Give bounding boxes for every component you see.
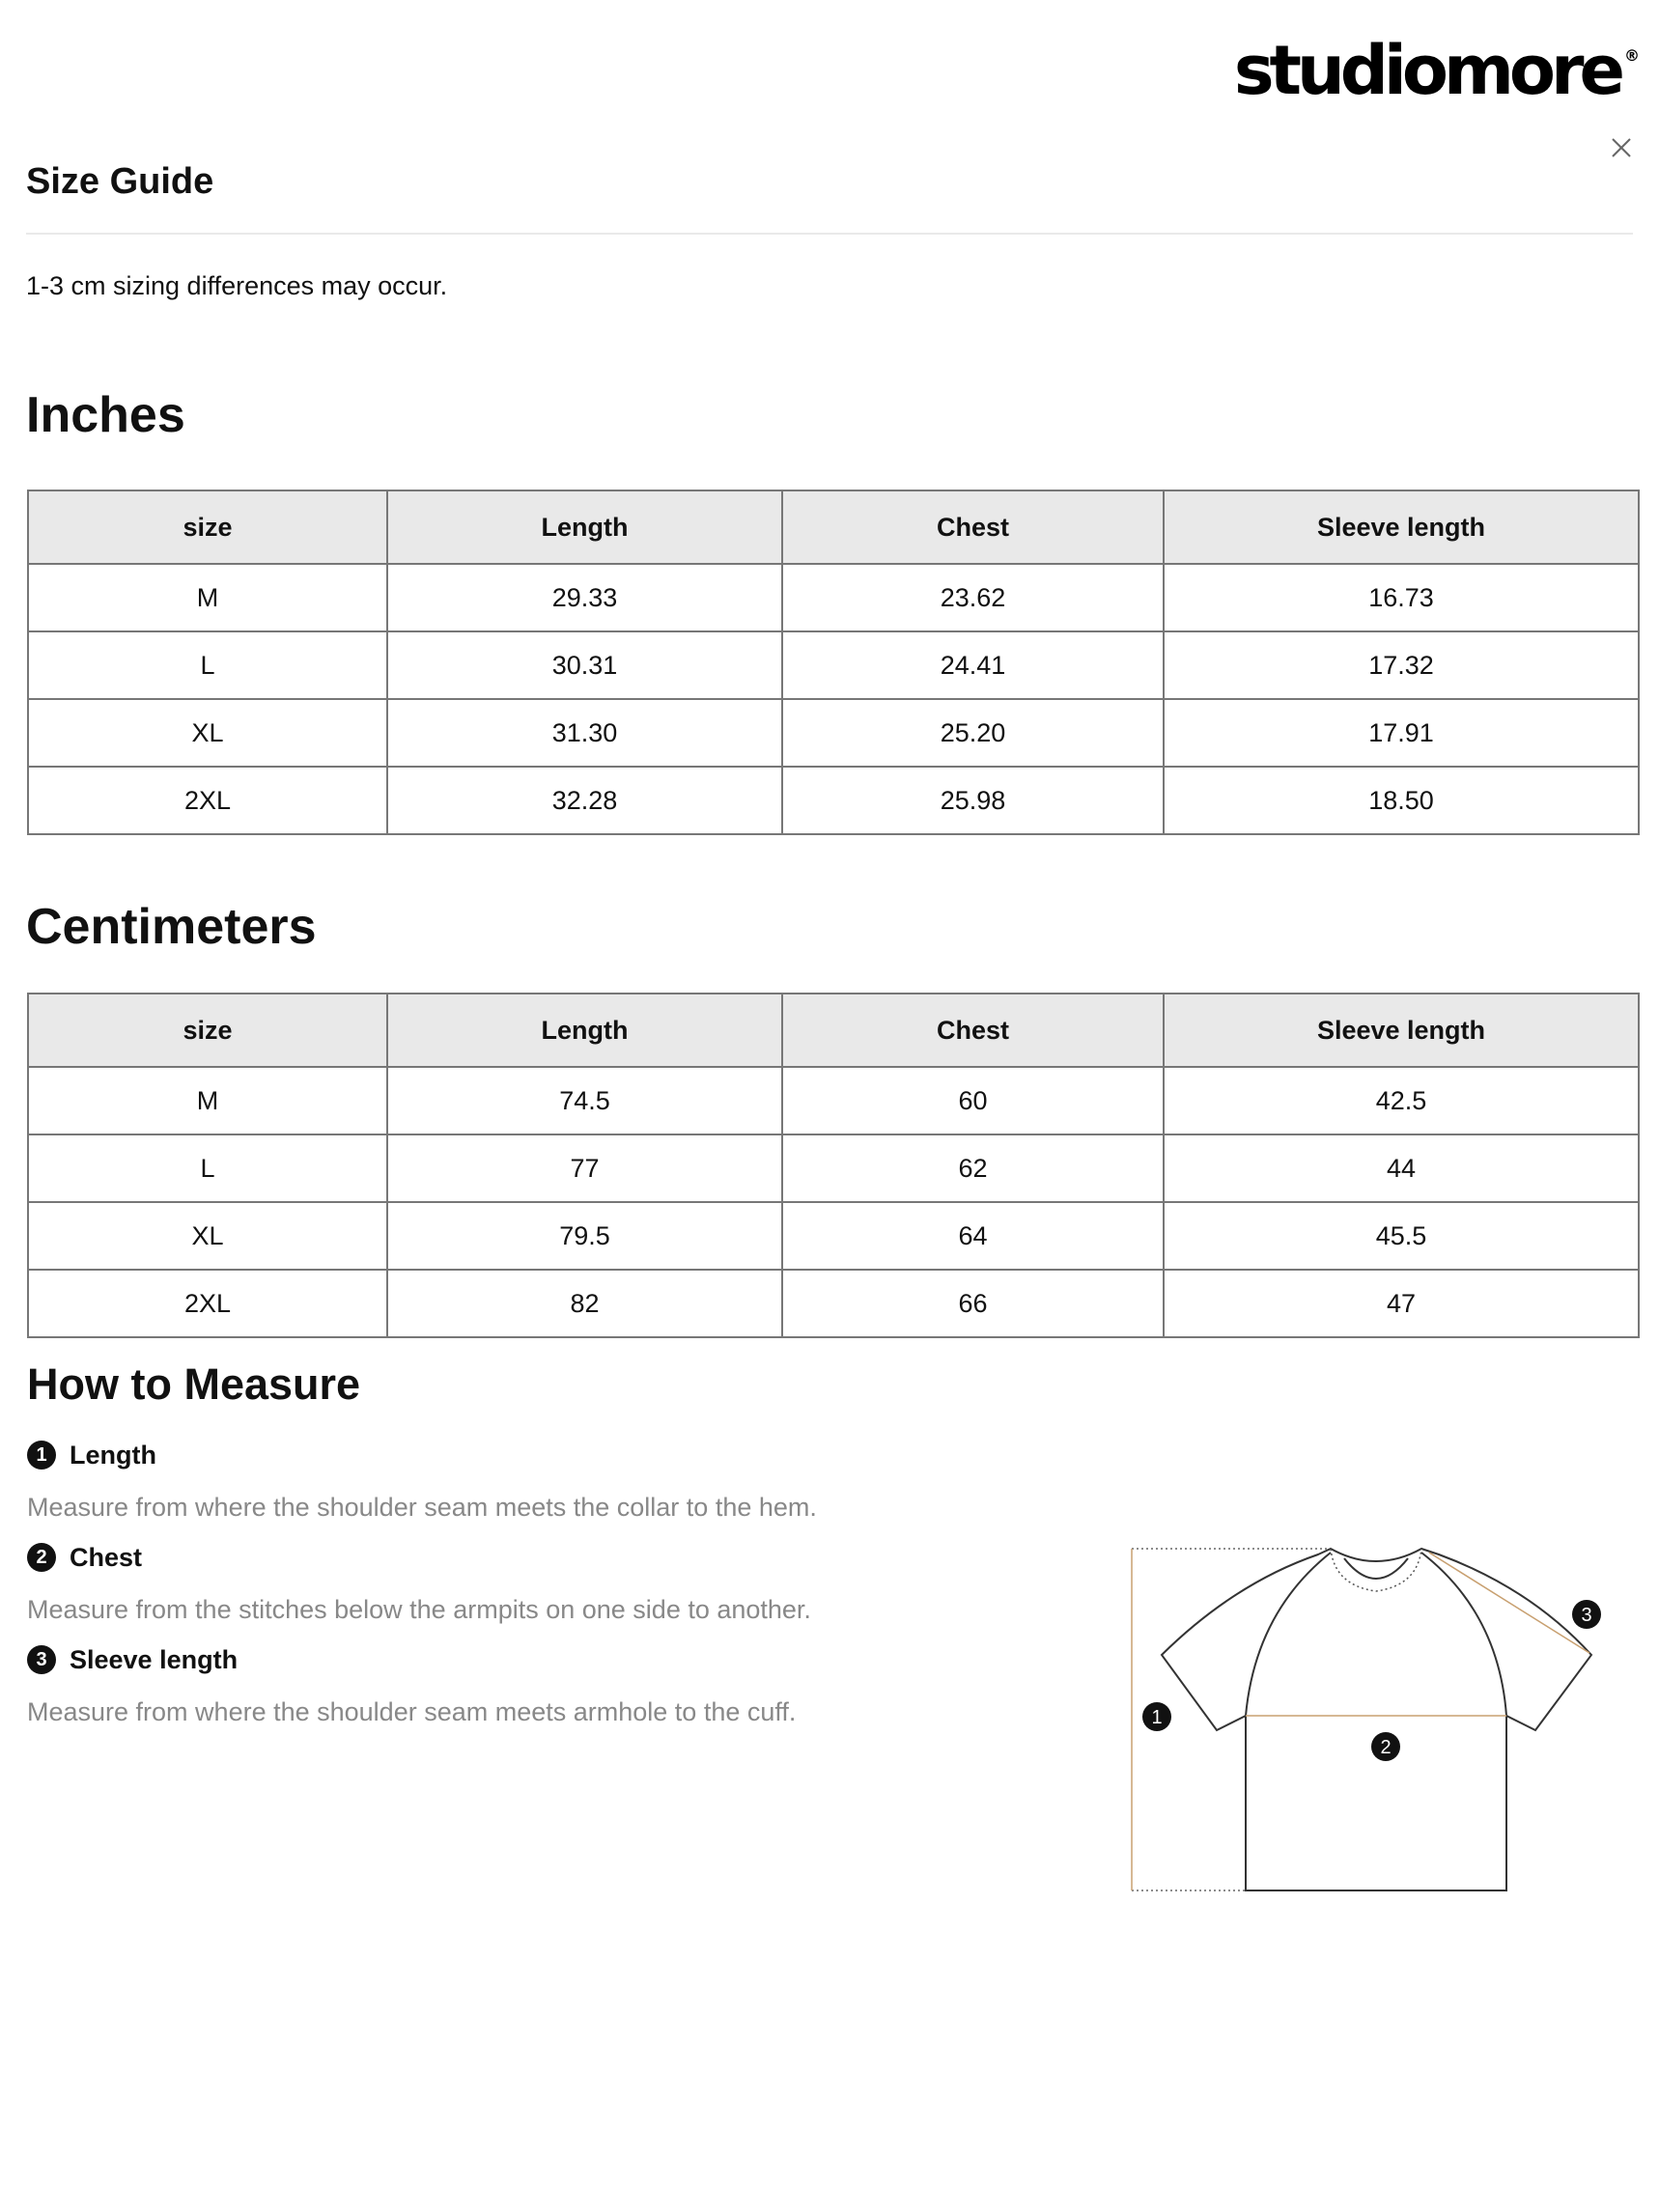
cell-length: 79.5	[387, 1202, 782, 1270]
inches-title: Inches	[26, 387, 185, 443]
measure-description: Measure from where the shoulder seam meets armhole to the cuff.	[27, 1697, 797, 1726]
header-sleeve-length: Sleeve length	[1164, 994, 1639, 1067]
table-header-row	[28, 490, 1639, 564]
cell-size: 2XL	[28, 767, 387, 834]
diagram-marker-3	[1572, 1600, 1601, 1629]
measure-description: Measure from where the shoulder seam meets the collar to the hem.	[27, 1493, 817, 1522]
table-row	[28, 767, 1639, 834]
cell-sleeve-length: 45.5	[1164, 1202, 1639, 1270]
diagram-marker-2	[1371, 1732, 1400, 1761]
cell-chest: 23.62	[782, 564, 1164, 631]
brand-logo: studiomore ®	[1233, 31, 1640, 110]
header-length: Length	[387, 994, 782, 1067]
header-sleeve-length: Sleeve length	[1164, 490, 1639, 564]
cell-size: M	[28, 1067, 387, 1134]
inches-table	[27, 490, 1640, 835]
measure-label: Length	[70, 1441, 156, 1470]
sizing-note: 1-3 cm sizing differences may occur.	[26, 271, 448, 300]
measure-item-sleeve-length	[27, 1643, 796, 1728]
measure-item-length	[27, 1439, 817, 1524]
cell-chest: 66	[782, 1270, 1164, 1337]
table-row	[28, 631, 1639, 699]
table-row	[28, 1134, 1639, 1202]
cell-chest: 24.41	[782, 631, 1164, 699]
diagram-marker-1	[1142, 1702, 1171, 1731]
header-size: size	[28, 994, 387, 1067]
measure-description: Measure from the stitches below the armpits on one side to another.	[27, 1595, 811, 1624]
measure-label: Sleeve length	[70, 1645, 239, 1674]
cell-sleeve-length: 17.91	[1164, 699, 1639, 767]
cell-length: 82	[387, 1270, 782, 1337]
how-to-measure-title: How to Measure	[27, 1359, 361, 1409]
svg-text:2: 2	[1380, 1737, 1392, 1758]
header-size: size	[28, 490, 387, 564]
cell-size: 2XL	[28, 1270, 387, 1337]
centimeters-title: Centimeters	[26, 899, 317, 955]
cell-chest: 25.20	[782, 699, 1164, 767]
centimeters-table	[27, 993, 1640, 1338]
cell-chest: 64	[782, 1202, 1164, 1270]
close-icon[interactable]	[1609, 135, 1634, 160]
measure-item-chest	[27, 1541, 811, 1626]
cell-length: 31.30	[387, 699, 782, 767]
cell-size: M	[28, 564, 387, 631]
tshirt-icon	[1120, 1535, 1622, 1902]
cell-length: 74.5	[387, 1067, 782, 1134]
cell-size: XL	[28, 699, 387, 767]
cell-size: L	[28, 1134, 387, 1202]
cell-sleeve-length: 18.50	[1164, 767, 1639, 834]
cell-length: 32.28	[387, 767, 782, 834]
svg-text:1: 1	[1151, 1707, 1163, 1728]
marker-1-icon: 1	[27, 1441, 56, 1470]
header-chest: Chest	[782, 994, 1164, 1067]
marker-2-icon: 2	[27, 1543, 56, 1572]
header-length: Length	[387, 490, 782, 564]
svg-text:3: 3	[1581, 1605, 1592, 1626]
cell-chest: 62	[782, 1134, 1164, 1202]
cell-length: 30.31	[387, 631, 782, 699]
cell-sleeve-length: 17.32	[1164, 631, 1639, 699]
cell-sleeve-length: 44	[1164, 1134, 1639, 1202]
table-row	[28, 1270, 1639, 1337]
divider	[26, 233, 1633, 235]
tshirt-diagram	[1120, 1535, 1622, 1902]
table-header-row	[28, 994, 1639, 1067]
header-chest: Chest	[782, 490, 1164, 564]
cell-chest: 25.98	[782, 767, 1164, 834]
table-row	[28, 699, 1639, 767]
table-row	[28, 1202, 1639, 1270]
marker-3-icon: 3	[27, 1645, 56, 1674]
cell-size: XL	[28, 1202, 387, 1270]
cell-size: L	[28, 631, 387, 699]
cell-chest: 60	[782, 1067, 1164, 1134]
modal-title: Size Guide	[26, 161, 214, 202]
measure-label: Chest	[70, 1543, 143, 1572]
cell-sleeve-length: 16.73	[1164, 564, 1639, 631]
cell-length: 29.33	[387, 564, 782, 631]
table-row	[28, 564, 1639, 631]
cell-sleeve-length: 47	[1164, 1270, 1639, 1337]
table-row	[28, 1067, 1639, 1134]
cell-length: 77	[387, 1134, 782, 1202]
cell-sleeve-length: 42.5	[1164, 1067, 1639, 1134]
